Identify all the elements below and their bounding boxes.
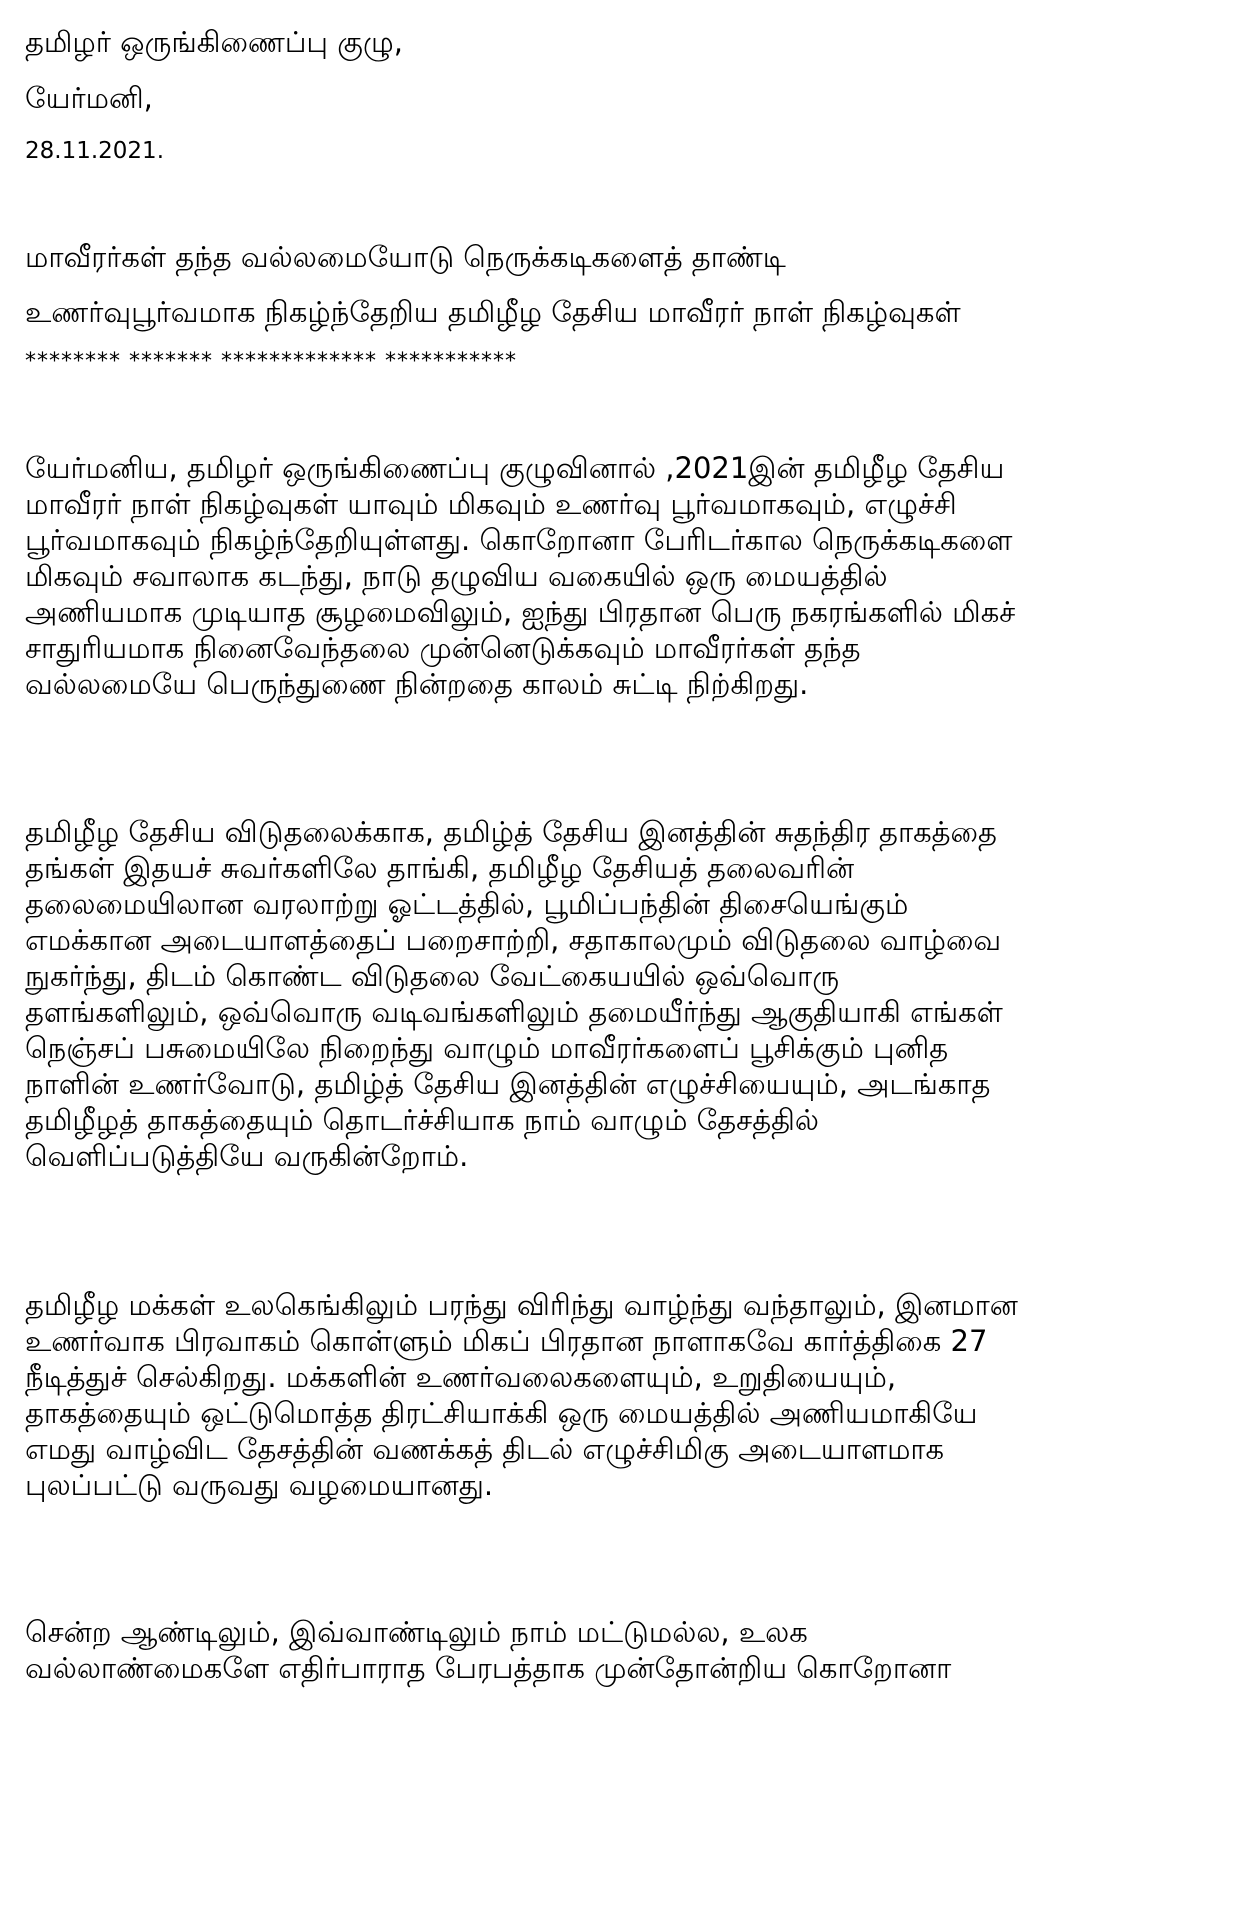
paragraph-line: சாதுரியமாக நினைவேந்தலை முன்னெடுக்கவும் மாவீரர்கள் தந்த — [25, 631, 861, 665]
letter-date: 28.11.2021. — [25, 138, 164, 164]
paragraph-line: நாளின் உணர்வோடு, தமிழ்த் தேசிய இனத்தின் எழுச்சியையும், அடங்காத — [25, 1067, 991, 1101]
paragraph-line: மாவீரர் நாள் நிகழ்வுகள் யாவும் மிகவும் உணர்வு பூர்வமாகவும், எழுச்சி — [25, 487, 957, 521]
paragraph-line: யேர்மனிய, தமிழர் ஒருங்கிணைப்பு குழுவினால் ,2021இன் தமிழீழ தேசிய — [25, 451, 1005, 485]
paragraph-line: நெஞ்சப் பசுமையிலே நிறைந்து வாழும் மாவீரர்களைப் பூசிக்கும் புனித — [25, 1031, 949, 1065]
country-name: யேர்மனி, — [25, 81, 153, 115]
paragraph-line: பூர்வமாகவும் நிகழ்ந்தேறியுள்ளது. கொறோனா பேரிடர்கால நெருக்கடிகளை — [25, 523, 1013, 557]
title-line-1: மாவீரர்கள் தந்த வல்லமையோடு நெருக்கடிகளைத் தாண்டி — [25, 240, 786, 274]
paragraph-line: தமிழீழ தேசிய விடுதலைக்காக, தமிழ்த் தேசிய இனத்தின் சுதந்திர தாகத்தை — [25, 815, 997, 849]
paragraph-line: தமிழீழ மக்கள் உலகெங்கிலும் பரந்து விரிந்து வாழ்ந்து வந்தாலும், இனமான — [25, 1288, 1018, 1322]
paragraph-line: அணியமாக முடியாத சூழமைவிலும், ஐந்து பிரதான பெரு நகரங்களில் மிகச் — [25, 595, 1016, 629]
paragraph-line: தாகத்தையும் ஒட்டுமொத்த திரட்சியாக்கி ஒரு மையத்தில் அணியமாகியே — [25, 1396, 978, 1430]
paragraph-line: நுகர்ந்து, திடம் கொண்ட விடுதலை வேட்கையயில் ஒவ்வொரு — [25, 959, 840, 993]
paragraph-line: நீடித்துச் செல்கிறது. மக்களின் உணர்வலைகளையும், உறுதியையும், — [25, 1360, 897, 1394]
paragraph-line: எமது வாழ்விட தேசத்தின் வணக்கத் திடல் எழுச்சிமிகு அடையாளமாக — [25, 1432, 945, 1466]
title-line-2: உணர்வுபூர்வமாக நிகழ்ந்தேறிய தமிழீழ தேசிய மாவீரர் நாள் நிகழ்வுகள் — [25, 295, 961, 329]
paragraph-line: உணர்வாக பிரவாகம் கொள்ளும் மிகப் பிரதான நாளாகவே கார்த்திகை 27 — [25, 1324, 988, 1358]
paragraph-line: தலைமையிலான வரலாற்று ஓட்டத்தில், பூமிப்பந்தின் திசையெங்கும் — [25, 887, 909, 921]
paragraph-line: மிகவும் சவாலாக கடந்து, நாடு தழுவிய வகையில் ஒரு மையத்தில் — [25, 559, 888, 593]
paragraph-line: சென்ற ஆண்டிலும், இவ்வாண்டிலும் நாம் மட்டுமல்ல, உலக — [25, 1615, 808, 1649]
title-separator: ******** ******* ************* *********** — [25, 349, 517, 374]
paragraph-line: வெளிப்படுத்தியே வருகின்றோம். — [25, 1139, 469, 1173]
paragraph-line: எமக்கான அடையாளத்தைப் பறைசாற்றி, சதாகாலமும் விடுதலை வாழ்வை — [25, 923, 1002, 957]
paragraph-line: வல்லாண்மைகளே எதிர்பாராத பேரபத்தாக முன்தோன்றிய கொறோனா — [25, 1651, 952, 1685]
paragraph-line: வல்லமையே பெருந்துணை நின்றதை காலம் சுட்டி நிற்கிறது. — [25, 667, 809, 701]
organization-name: தமிழர் ஒருங்கிணைப்பு குழு, — [25, 25, 404, 59]
paragraph-line: புலப்பட்டு வருவது வழமையானது. — [25, 1468, 494, 1502]
paragraph-line: தளங்களிலும், ஒவ்வொரு வடிவங்களிலும் தமையீர்ந்து ஆகுதியாகி எங்கள் — [25, 995, 1003, 1029]
paragraph-line: தங்கள் இதயச் சுவர்களிலே தாங்கி, தமிழீழ தேசியத் தலைவரின் — [25, 851, 855, 885]
paragraph-line: தமிழீழத் தாகத்தையும் தொடர்ச்சியாக நாம் வாழும் தேசத்தில் — [25, 1103, 819, 1137]
